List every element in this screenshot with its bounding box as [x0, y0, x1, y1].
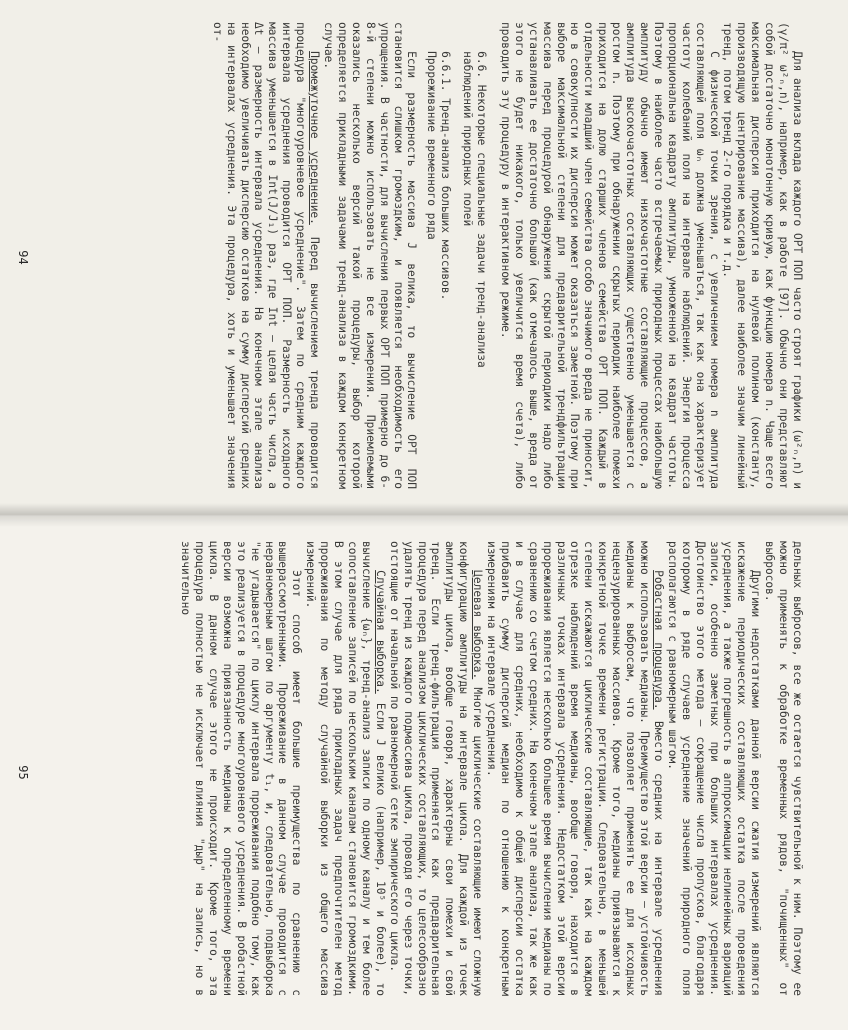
section-heading-6-6 — [460, 51, 488, 489]
paragraph: С физической точки зрения, с увеличением номера n амплитуда составляющей поля ωₙ должна уменьшаться, так как она характеризует частоту колебаний поля на интервале наблюдений. Энергия процесса пропорциональна квадрату амплитуды, умноженной на квадрат частоты. Поэтому в наиболее часто встречаемых природных процессах наибольшую амплитуду обычно имеют низкочастотные составляющие процессов, а амплитуда высокочастотных составляющих существенно уменьшается с ростом n. Поэтому при обнаружении скрытых периодик наиболее помехи приходится на долю старших членов семейства ОРТ ПОП. Каждый в отдельности младший член семейства особо значимого вреда не приносит, но в совокупности их дисперсия может оказаться заметной. Поэтому при выборе максимальной степени для предварительной трендфильтрации массива перед процедурой обнаружения скрытой периодики надо либо устанавливать ее достаточно большой (как отмечалось выше, вреда от этого не будет никакого, только увеличится время счета), либо проводить эту процедуру в интерактивном режиме. — [498, 22, 721, 489]
paragraph: Этот способ имеет большие преимущества по сравнению с вышерассмотренными. Прореживание в данном случае проводится с неравномерным шагом по аргументу t₁, и, следовательно, подвыборка "не угадывается" по циклу интервала прореживания подобно тому, как это реализуется в процедуре многоуровневого усреднения. В робастной версии возможна привязанность медианы к определенному времени цикла. В данном случае этого не происходит. Кроме того, эта процедура полностью не исключает влияния "дыр" на запись, но в значительно — [179, 541, 304, 996]
paragraph — [210, 22, 321, 489]
paragraph-body: Многие циклические составляющие имеют сложную конфигурацию амплитуды на интервале цикла. Для каждой из точек амплитуды цикла, вообще говоря, характерны свои помехи и свой тренд. Если тренд-фильтрация применяется как предварительная процедура перед анализом циклических составляющих, то целесообразно удалять тренд из каждого подмассива цикла, проводя его через точки, отстоящие от начальной по равномерной сетке эмпирического цикла. — [387, 541, 485, 996]
paragraph-body: Перед вычислением тренда проводится процедура "многоуровневое усреднение". Затем по средним каждого интервала усреднения проводится ОРТ ПОП. Размерность исходного массива уменьшается в Int(J/J₁) раз, где Int — целая часть числа, а Δt — размерность интервала усреднения. На конечном этапе анализа необходимо увеличивать дисперсию остатков на сумму дисперсий средних на интервалах усреднения. Эта процедура, хоть и уменьшает значения от- — [210, 22, 322, 489]
heading-line: 6.6.1. Тренд-анализ больших массивов. — [439, 51, 453, 301]
page-number: 95 — [16, 765, 30, 780]
page-number: 94 — [16, 250, 30, 265]
paragraph: Если размерность массива J велика, то вычисление ОРТ ПОП становится слишком громоздким, и появляется необходимость его упрощения. В частности, для вычисления первых ОРТ ПОП примерно до 6-8-й степени можно использовать не все измерения. Приемлемыми оказались несколько версий такой процедуры, выбор которой определяется прикладными задачами тренд-анализа в каждом конкретном случае. — [322, 22, 419, 489]
heading-line: Прореживание временного ряда — [425, 51, 439, 240]
right-page — [0, 515, 848, 1030]
left-page-text — [210, 22, 804, 489]
heading-line: наблюдений природных полей — [461, 51, 475, 227]
paragraph — [303, 541, 386, 996]
book-gutter-shadow — [0, 503, 848, 527]
paragraph-body: Вместо средних на интервале усреднения можно использовать медианы. Преимущество этой версии — устойчивость медианы к выбросам, что позволяет применять ее для исходных нецензурированных массивов. Кроме того, медианы привязываются к конкретной точке времени регистрации. Следовательно, в меньшей степени искажаются циклические составляющие, так как на каждом отрезке наблюдений время медианы, вообще говоря, находится в различных точках интервала усреднения. Недостатком этой версии прореживания является несколько большее время вычисления медианы по сравнению со счетом средних. На конечном этапе анализа, так же как и в случае для средних, необходимо к общей дисперсии остатка прибавить сумму дисперсий медиан по отношению к конкретным измерениям на интервале усреднения. — [485, 541, 665, 996]
paragraph: Другими недостатками данной версии сжатия измерений являются искажение периодических составляющих остатка после проведения усреднения, а также погрешность в аппроксимации нелинейных вариаций записи, особенно заметных при больших интервалах усреднения. Достоинство этого метода — сокращение числа пропусков, благодаря которому в ряде случаев усреднение значений природного поля располагаются с равномерным шагом. — [665, 541, 763, 996]
right-page-text — [178, 541, 804, 996]
paragraph: Для анализа вклада каждого ОРТ ПОП часто строят графики (ω²ₙ,n) и (γ/π² ω²ₙ,n), например, как в работе [97]. Обычно они представляют собой достаточно монотонную кривую, как функцию номера n. Чаще всего максимальная дисперсия приходится на нулевой полином (константу, производящую центрирование массива), далее наиболее значим линейный тренд, потом тренд 2-го порядка и т.д. — [721, 22, 804, 489]
run-in-heading: Целевая выборка. — [471, 570, 485, 680]
heading-line: 6.6. Некоторые специальные задачи тренд-анализа — [475, 51, 489, 368]
run-in-heading: Случайная выборка. — [373, 570, 387, 694]
section-heading-6-6-1 — [424, 51, 452, 489]
paragraph — [387, 541, 484, 996]
paragraph — [484, 541, 665, 996]
run-in-heading: Промежуточное усреднение. — [308, 51, 322, 225]
paragraph-body: Если J велико (например, 10⁵ и более), то вычисление {ωₙ}, тренд-анализ записи по одному каналу и тем более сопоставление записей по нескольким каналам становится громоздкими. В этом случае для ряда прикладных задач предпочтителен метод прореживания по методу случайной выборки из общего массива измерений. — [304, 541, 387, 996]
paragraph: дельных выбросов, все же остается чувствительной к ним. Поэтому ее можно применять к обработке временных рядов, "почищенных" от выбросов. — [763, 541, 804, 996]
run-in-heading: Робастная процедура. — [651, 570, 665, 710]
